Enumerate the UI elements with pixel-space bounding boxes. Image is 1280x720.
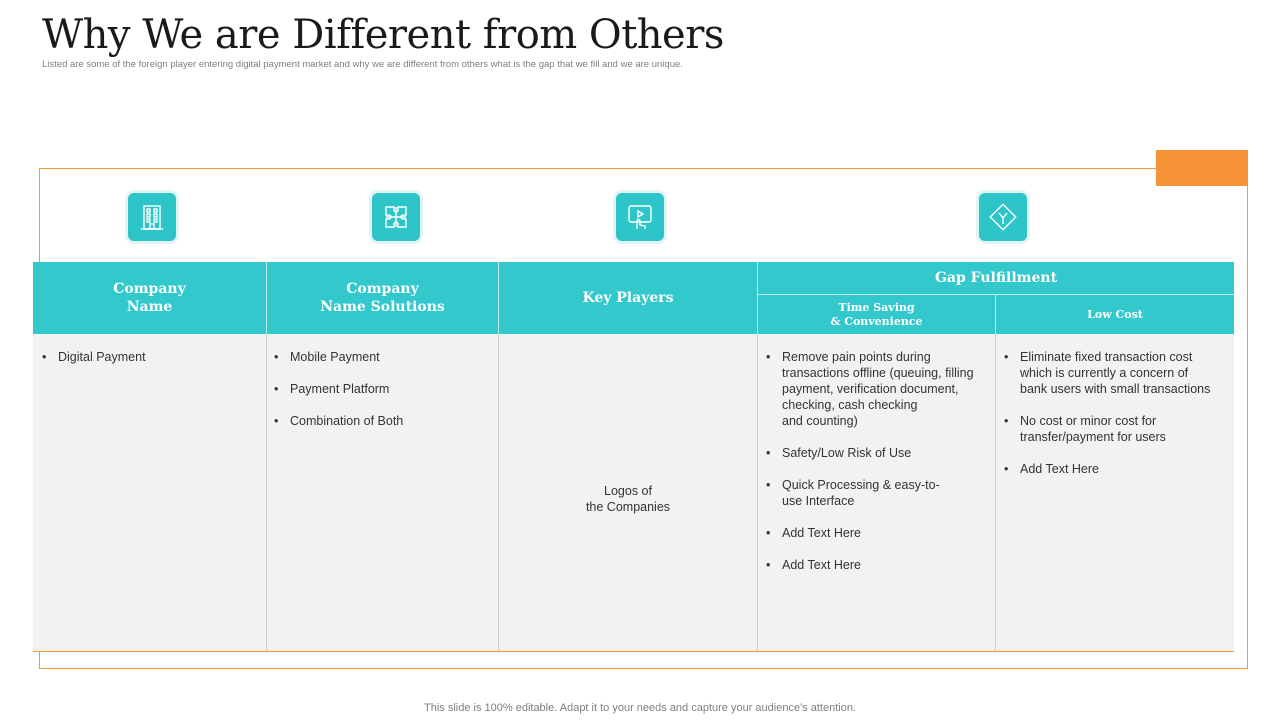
slide-subtitle: Listed are some of the foreign player entering digital payment market and why we are different from others what is the gap that we fill and we are unique. [42,59,683,70]
time-saving-column [764,349,992,589]
corner-accent-tab [1156,150,1248,186]
list-item: • Combination of Both [272,413,492,429]
list-item: • Add Text Here [1002,461,1232,477]
touch-screen-icon [616,193,664,241]
list-item: • Payment Platform [272,381,492,397]
key-players-placeholder: Logos of the Companies [585,484,671,514]
table-bottom-border [33,651,1234,652]
slide-footer: This slide is 100% editable. Adapt it to your needs and capture your audience's attention. [424,702,856,714]
road-sign-icon [979,193,1027,241]
list-item: • No cost or minor cost for transfer/payment for users [1002,413,1232,445]
body-divider [266,334,267,651]
slide-title: Why We are Different from Others [42,12,724,58]
list-item: • Safety/Low Risk of Use [764,445,992,461]
building-icon [128,193,176,241]
header-company-name: Company Name [113,281,186,315]
puzzle-icon [372,193,420,241]
header-low-cost: Low Cost [1087,307,1143,321]
list-item: • Quick Processing & easy-to- use Interface [764,477,992,509]
header-time-saving: Time Saving & Convenience [830,300,923,328]
body-divider [757,334,758,651]
list-item: • Mobile Payment [272,349,492,365]
body-divider [995,334,996,651]
company-name-column [40,349,260,381]
header-gap-fulfillment: Gap Fulfillment [934,270,1058,286]
list-item: • Add Text Here [764,557,992,573]
list-item: • Add Text Here [764,525,992,541]
list-item: • Remove pain points during transactions offline (queuing, filling payment, verification document, checking, cash checking and counting) [764,349,992,429]
header-key-players: Key Players [582,290,674,306]
header-company-solutions: Company Name Solutions [320,281,445,315]
low-cost-column [1002,349,1232,493]
list-item: • Eliminate fixed transaction cost which is currently a concern of bank users with small transactions [1002,349,1232,397]
solutions-column [272,349,492,445]
list-item: • Digital Payment [40,349,260,365]
